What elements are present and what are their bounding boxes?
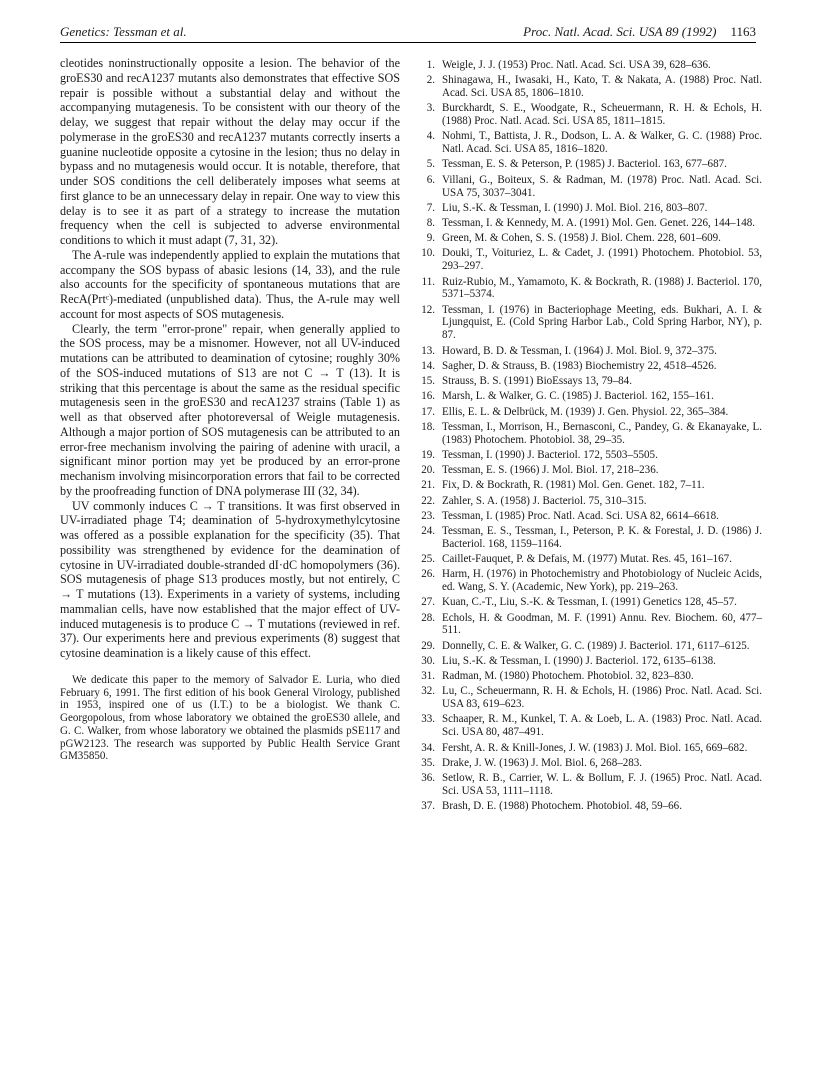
body-text-column — [60, 56, 400, 763]
reference-item — [418, 568, 762, 594]
reference-item — [418, 174, 762, 200]
reference-item — [418, 464, 762, 477]
reference-text: Brash, D. E. (1988) Photochem. Photobiol. 48, 59–66. — [442, 800, 682, 813]
reference-text: Tessman, I. (1985) Proc. Natl. Acad. Sci. USA 82, 6614–6618. — [442, 509, 719, 522]
reference-item — [418, 202, 762, 215]
reference-item — [418, 612, 762, 638]
body-paragraph: Clearly, the term "error-prone" repair, when generally applied to the SOS process, may be a misnomer. However, not all UV-induced mutations can be attributed to deamination of cytosine; roughly 30% of the SOS-induced mutations of S13 are not C → T (13). It is striking that this percentage is about the same as the residual specific mutagenesis seen in the groES30 and recA1237 strains (Table 1) as well as that observed after photoreversal of Weigle mutagenesis. Although a major portion of SOS mutagenesis can be attributed to an error-free mechanism involving the pairing of adenine with uracil, a significant minor portion may yet be produced by an error-prone mechanism involving misincorporation errors that fail to be corrected by the proofreading function of DNA polymerase III (32, 34). — [60, 321, 400, 498]
reference-text: Howard, B. D. & Tessman, I. (1964) J. Mol. Biol. 9, 372–375. — [442, 344, 717, 357]
reference-text: Tessman, E. S., Tessman, I., Peterson, P. K. & Forestal, J. D. (1986) J. Bacteriol. 168, 1159–1164. — [442, 524, 762, 550]
reference-number: 23. — [421, 509, 435, 522]
reference-number: 20. — [421, 464, 435, 477]
reference-number: 6. — [426, 173, 435, 186]
reference-text: Nohmi, T., Battista, J. R., Dodson, L. A. & Walker, G. C. (1988) Proc. Natl. Acad. Sci. USA 85, 1816–1820. — [442, 130, 762, 156]
reference-number: 31. — [421, 670, 435, 683]
reference-item — [418, 345, 762, 358]
reference-number: 27. — [421, 596, 435, 609]
reference-text: Douki, T., Voituriez, L. & Cadet, J. (1991) Photochem. Photobiol. 53, 293–297. — [442, 247, 762, 273]
reference-text: Radman, M. (1980) Photochem. Photobiol. 32, 823–830. — [442, 670, 694, 683]
reference-number: 15. — [421, 375, 435, 388]
reference-item — [418, 742, 762, 755]
reference-number: 5. — [426, 158, 435, 171]
reference-item — [418, 713, 762, 739]
reference-text: Sagher, D. & Strauss, B. (1983) Biochemistry 22, 4518–4526. — [442, 359, 717, 372]
reference-item — [418, 217, 762, 230]
reference-item — [418, 596, 762, 609]
reference-text: Tessman, E. S. (1966) J. Mol. Biol. 17, 218–236. — [442, 464, 659, 477]
reference-number: 1. — [426, 59, 435, 71]
reference-number: 24. — [421, 524, 435, 537]
reference-text: Tessman, I. (1990) J. Bacteriol. 172, 5503–5505. — [442, 448, 658, 461]
reference-number: 32. — [421, 685, 435, 698]
reference-item — [418, 276, 762, 302]
reference-item — [418, 158, 762, 171]
reference-text: Tessman, I. (1976) in Bacteriophage Meeting, eds. Bukhari, A. I. & Ljungquist, E. (Cold Spring Harbor Lab., Cold Spring Harbor, NY), p. 87. — [442, 303, 762, 342]
reference-item — [418, 304, 762, 343]
reference-item — [418, 800, 762, 813]
reference-item — [418, 406, 762, 419]
reference-text: Liu, S.-K. & Tessman, I. (1990) J. Mol. Biol. 216, 803–807. — [442, 201, 708, 214]
reference-text: Fersht, A. R. & Knill-Jones, J. W. (1983) J. Mol. Biol. 165, 669–682. — [442, 741, 748, 754]
reference-text: Strauss, B. S. (1991) BioEssays 13, 79–84. — [442, 375, 632, 388]
reference-item — [418, 421, 762, 447]
reference-number: 13. — [421, 344, 435, 357]
reference-text: Ellis, E. L. & Delbrück, M. (1939) J. Gen. Physiol. 22, 365–384. — [442, 405, 729, 418]
reference-item — [418, 553, 762, 566]
body-paragraph: cleotides noninstructionally opposite a lesion. The behavior of the groES30 and recA1237 mutants also demonstrates that effective SOS repair is possible without a substantial delay and without the accompanying mutagenesis. To be consistent with our theory of the delay, we suggest that repair without the delay may occur if the polymerase in the groES30 and recA1237 mutants correctly inserts a guanine nucleotide opposite a cytosine in the lesion; thus no delay in bypass and no mutagenesis would occur. It is notable, therefore, that under SOS conditions the cell deliberately imposes what seems at first glance to be an unnecessary delay in repair. One way to view this delay is to see it as part of a strategy to increase the mutation frequency when the cell is subjected to adverse environmental conditions to which it must adapt (7, 31, 32). — [60, 56, 400, 247]
reference-number: 9. — [426, 232, 435, 245]
reference-item — [418, 390, 762, 403]
reference-text: Weigle, J. J. (1953) Proc. Natl. Acad. Sci. USA 39, 628–636. — [442, 59, 711, 71]
reference-number: 10. — [421, 247, 435, 260]
reference-item — [418, 640, 762, 653]
reference-item — [418, 247, 762, 273]
page-number: 1163 — [730, 24, 756, 39]
reference-number: 21. — [421, 479, 435, 492]
reference-number: 7. — [426, 201, 435, 214]
reference-text: Echols, H. & Goodman, M. F. (1991) Annu. Rev. Biochem. 60, 477–511. — [442, 611, 762, 637]
reference-number: 36. — [421, 772, 435, 785]
reference-text: Drake, J. W. (1963) J. Mol. Biol. 6, 268–283. — [442, 756, 643, 769]
reference-item — [418, 449, 762, 462]
reference-text: Liu, S.-K. & Tessman, I. (1990) J. Bacteriol. 172, 6135–6138. — [442, 654, 716, 667]
running-header — [60, 22, 756, 43]
reference-number: 25. — [421, 553, 435, 566]
reference-number: 12. — [421, 303, 435, 316]
reference-number: 35. — [421, 756, 435, 769]
journal-citation: Proc. Natl. Acad. Sci. USA 89 (1992) — [523, 24, 717, 39]
reference-number: 33. — [421, 713, 435, 726]
reference-item — [418, 757, 762, 770]
reference-number: 18. — [421, 420, 435, 433]
reference-text: Burckhardt, S. E., Woodgate, R., Scheuermann, R. H. & Echols, H. (1988) Proc. Natl. Acad. Sci. USA 85, 1811–1815. — [442, 102, 762, 128]
reference-text: Donnelly, C. E. & Walker, G. C. (1989) J. Bacteriol. 171, 6117–6125. — [442, 639, 750, 652]
running-header-section: Genetics: Tessman et al. — [60, 24, 187, 39]
reference-text: Tessman, I., Morrison, H., Bernasconi, C., Pandey, G. & Ekanayake, L. (1983) Photochem. Photobiol. 38, 29–35. — [442, 420, 762, 446]
reference-number: 29. — [421, 639, 435, 652]
reference-item — [418, 525, 762, 551]
reference-item — [418, 59, 762, 72]
reference-item — [418, 130, 762, 156]
reference-number: 22. — [421, 494, 435, 507]
reference-text: Shinagawa, H., Iwasaki, H., Kato, T. & Nakata, A. (1988) Proc. Natl. Acad. Sci. USA 85, 1806–1810. — [442, 74, 762, 100]
reference-text: Tessman, E. S. & Peterson, P. (1985) J. Bacteriol. 163, 677–687. — [442, 158, 727, 171]
reference-number: 26. — [421, 568, 435, 581]
reference-text: Tessman, I. & Kennedy, M. A. (1991) Mol. Gen. Genet. 226, 144–148. — [442, 217, 755, 230]
reference-text: Schaaper, R. M., Kunkel, T. A. & Loeb, L. A. (1983) Proc. Natl. Acad. Sci. USA 80, 487–491. — [442, 713, 762, 739]
reference-number: 30. — [421, 654, 435, 667]
reference-item — [418, 232, 762, 245]
reference-item — [418, 495, 762, 508]
reference-number: 8. — [426, 217, 435, 230]
reference-item — [418, 670, 762, 683]
reference-item — [418, 102, 762, 128]
reference-number: 37. — [421, 800, 435, 813]
reference-number: 17. — [421, 405, 435, 418]
reference-item — [418, 360, 762, 373]
reference-number: 16. — [421, 390, 435, 403]
reference-item — [418, 479, 762, 492]
reference-text: Lu, C., Scheuermann, R. H. & Echols, H. (1986) Proc. Natl. Acad. Sci. USA 83, 619–623. — [442, 685, 762, 711]
body-paragraph: The A-rule was independently applied to explain the mutations that accompany the SOS bypass of abasic lesions (14, 33), and the rule also accounts for the specificity of spontaneous mutations that are RecA(Prtᶜ)-mediated (unpublished data). Thus, the A-rule may well account for most aspects of SOS mutagenesis. — [60, 247, 400, 321]
reference-number: 11. — [421, 275, 435, 288]
reference-text: Kuan, C.-T., Liu, S.-K. & Tessman, I. (1991) Genetics 128, 45–57. — [442, 596, 737, 609]
acknowledgment: We dedicate this paper to the memory of Salvador E. Luria, who died February 6, 1991. The first edition of his book General Virology, published in 1953, inspired one of us (I.T.) to be a biologist. We thank C. Georgopolous, from whose laboratory we obtained the groES30 allele, and G. C. Walker, from whose laboratory we obtained the plasmids pSE117 and pGW2123. The research was supported by Public Health Service Grant GM35850. — [60, 673, 400, 763]
reference-number: 19. — [421, 448, 435, 461]
reference-text: Green, M. & Cohen, S. S. (1958) J. Biol. Chem. 228, 601–609. — [442, 232, 721, 245]
body-paragraph: UV commonly induces C → T transitions. It was first observed in UV-irradiated phage T4; deamination of 5-hydroxymethylcytosine was offered as a possible explanation for the specificity (35). That possibility was strengthened by evidence for the deamination of cytosine in UV-irradiated double-stranded dI·dC homopolymers (36). SOS mutagenesis of phage S13 produces mostly, but not entirely, C → T mutations (13). Experiments in a variety of systems, including mammalian cells, have now established that the major effect of UV-induced mutagenesis is to produce C → T mutations (reviewed in ref. 37). Our experiments here and previous experiments (8) suggest that cytosine deamination is a likely cause of this effect. — [60, 498, 400, 660]
reference-number: 34. — [421, 741, 435, 754]
reference-text: Marsh, L. & Walker, G. C. (1985) J. Bacteriol. 162, 155–161. — [442, 390, 714, 403]
reference-text: Ruiz-Rubio, M., Yamamoto, K. & Bockrath, R. (1988) J. Bacteriol. 170, 5371–5374. — [442, 275, 762, 301]
reference-text: Caillet-Fauquet, P. & Defais, M. (1977) Mutat. Res. 45, 161–167. — [442, 553, 732, 566]
reference-item — [418, 685, 762, 711]
running-header-journal — [523, 24, 756, 40]
reference-item — [418, 510, 762, 523]
reference-text: Zahler, S. A. (1958) J. Bacteriol. 75, 310–315. — [442, 494, 647, 507]
reference-item — [418, 655, 762, 668]
reference-number: 28. — [421, 611, 435, 624]
reference-text: Villani, G., Boiteux, S. & Radman, M. (1978) Proc. Natl. Acad. Sci. USA 75, 3037–3041. — [442, 173, 762, 199]
reference-item — [418, 772, 762, 798]
reference-number: 2. — [426, 74, 435, 87]
reference-text: Setlow, R. B., Carrier, W. L. & Bollum, F. J. (1965) Proc. Natl. Acad. Sci. USA 53, 1111–1118. — [442, 772, 762, 797]
reference-number: 3. — [426, 102, 435, 115]
reference-text: Harm, H. (1976) in Photochemistry and Photobiology of Nucleic Acids, ed. Wang, S. Y. (Academic, New York), pp. 219–263. — [442, 568, 762, 594]
reference-list — [418, 59, 762, 813]
reference-item — [418, 375, 762, 388]
reference-text: Fix, D. & Bockrath, R. (1981) Mol. Gen. Genet. 182, 7–11. — [442, 479, 705, 492]
reference-item — [418, 74, 762, 100]
reference-number: 4. — [426, 130, 435, 143]
reference-number: 14. — [421, 359, 435, 372]
